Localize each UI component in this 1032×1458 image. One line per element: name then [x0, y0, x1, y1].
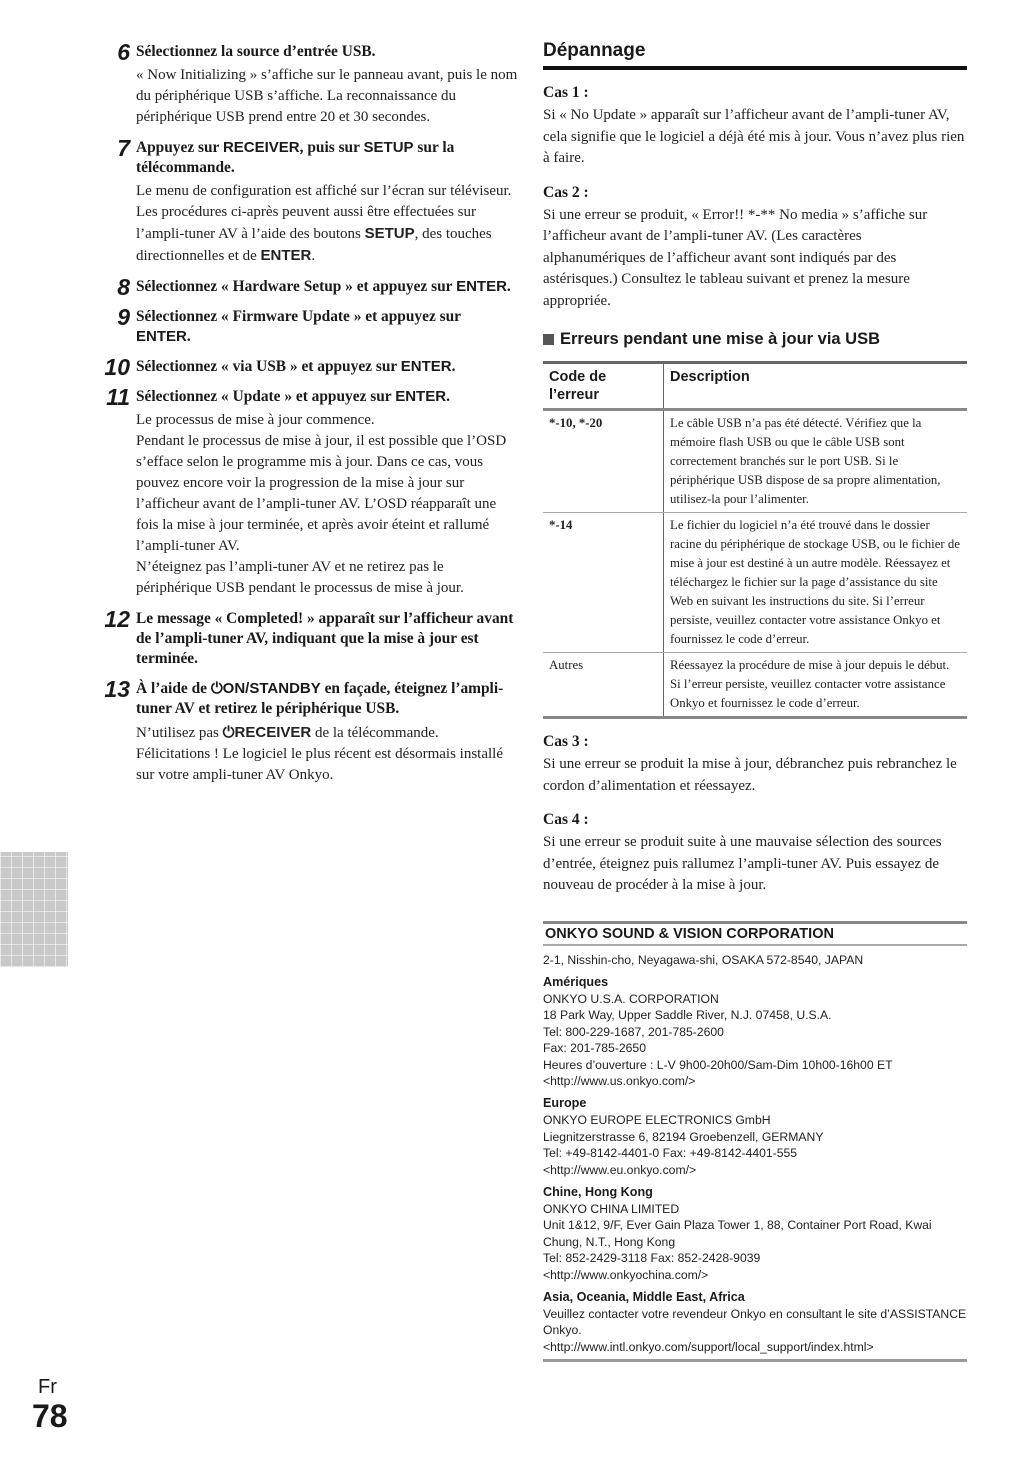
- step-text: Le menu de configuration est affiché sur l’écran sur téléviseur. Les procédures ci-après peuvent aussi être effectuées sur l’ampli-tuner AV à l’aide des boutons SETUP, des touches directionnelles et de ENTER.: [136, 183, 512, 264]
- step-text: N’utilisez pas ⏻RECEIVER de la télécommande.: [136, 724, 439, 741]
- step-title: Sélectionnez « Update » et appuyez sur ENTER.: [136, 388, 450, 405]
- step-10: [100, 354, 518, 380]
- hq-address: 2-1, Nisshin-cho, Neyagawa-shi, OSAKA 572-8540, JAPAN: [543, 952, 864, 967]
- step-number: 12: [104, 606, 130, 632]
- step-7: [100, 135, 518, 267]
- region-americas: Amériques ONKYO U.S.A. CORPORATION 18 Park Way, Upper Saddle River, N.J. 07458, U.S.A. Tel: 800-229-1687, 201-785-2600 Fax: 201-785-2650 Heures d’ouverture : L-V 9h00-20h00/Sam-Dim 10h00-16h00 ET <http://www.us.onkyo.com/>: [543, 974, 967, 1089]
- square-bullet-icon: [543, 334, 554, 345]
- errors-subheading: Erreurs pendant une mise à jour via USB: [543, 330, 967, 349]
- step-text: « Now Initializing » s’affiche sur le panneau avant, puis le nom du périphérique USB s’affiche. La reconnaissance du périphérique USB prend entre 20 et 30 secondes.: [136, 67, 518, 125]
- step-6: [100, 39, 518, 128]
- region-europe: Europe ONKYO EUROPE ELECTRONICS GmbH Liegnitzerstrasse 6, 82194 Groebenzell, GERMANY Tel: +49-8142-4401-0 Fax: +49-8142-4401-555 <http://www.eu.onkyo.com/>: [543, 1095, 967, 1178]
- case-2-text: Si une erreur se produit, « Error!! *-** No media » s’affiche sur l’afficheur avant de l’ampli-tuner AV. (Les caractères alphanumériques de l’afficheur avant sont indiqués par des astérisques.) Consultez le tableau suivant et prenez la mesure appropriée.: [543, 206, 928, 309]
- step-8: [100, 274, 518, 300]
- case-2-title: Cas 2 :: [543, 183, 589, 201]
- region-asia: Asia, Oceania, Middle East, Africa Veuillez contacter votre revendeur Onkyo en consultant le site d’ASSISTANCE Onkyo. <http://www.intl.onkyo.com/support/local_support/index.html>: [543, 1290, 967, 1354]
- language-label: Fr: [38, 1376, 57, 1398]
- page-number: 78: [32, 1398, 68, 1434]
- step-number: 8: [117, 274, 130, 300]
- table-header-row: [543, 363, 967, 410]
- step-number: 7: [117, 135, 130, 161]
- steps-column: [100, 39, 518, 796]
- step-9: [100, 304, 518, 347]
- step-text: Félicitations ! Le logiciel le plus récent est désormais installé sur votre ampli-tuner AV Onkyo.: [136, 746, 503, 783]
- case-3-title: Cas 3 :: [543, 733, 589, 750]
- error-description: Le câble USB n’a pas été détecté. Vérifiez que la mémoire flash USB ou que le câble USB sont correctement branchés sur le port USB. Si le périphérique USB dispose de sa propre alimentation, utilisez-la pour l’alimenter.: [664, 410, 968, 513]
- error-code: *-14: [543, 513, 664, 653]
- case-1-title: Cas 1 :: [543, 84, 589, 101]
- step-title: Sélectionnez « Firmware Update » et appuyez sur ENTER.: [136, 308, 461, 345]
- case-4-text: Si une erreur se produit suite à une mauvaise sélection des sources d’entrée, éteignez puis rallumez l’ampli-tuner AV. Puis essayez de nouveau de procéder à la mise à jour.: [543, 834, 942, 893]
- column-header-code: Code de l’erreur: [543, 363, 664, 410]
- region-name: Amériques: [543, 974, 609, 989]
- case-4-title: Cas 4 :: [543, 811, 589, 828]
- website-link[interactable]: <http://www.eu.onkyo.com/>: [543, 1162, 697, 1177]
- step-12: [100, 606, 518, 669]
- receiver-key-label: RECEIVER: [222, 139, 300, 156]
- troubleshooting-column: [543, 40, 967, 1362]
- step-number: 10: [104, 354, 130, 380]
- step-text: Pendant le processus de mise à jour, il est possible que l’OSD s’efface selon le programme mis à jour. Dans ce cas, vous pouvez encore voir la progression de la mise à jour sur l’afficheur avant de l’ampli-tuner AV. L’OSD réapparaît une fois la mise à jour terminée, et après avoir éteint et rallumé l’ampli-tuner AV.: [136, 433, 507, 554]
- error-table: [543, 361, 967, 719]
- error-description: Le fichier du logiciel n’a été trouvé dans le dossier racine du périphérique de stockage USB, ou le fichier de mise à jour est destiné à un autre modèle. Réessayez et téléchargez le fichier sur la page d’assistance du site Web en suivant les instructions du site. Si l’erreur persiste, veuillez contacter votre assistance Onkyo et fournissez le code d’erreur.: [664, 513, 968, 653]
- divider: [543, 1359, 967, 1362]
- table-row: [543, 653, 967, 718]
- website-link[interactable]: <http://www.intl.onkyo.com/support/local_support/index.html>: [543, 1339, 874, 1354]
- step-11: [100, 384, 518, 599]
- step-13: [100, 676, 518, 786]
- column-header-description: Description: [664, 363, 968, 410]
- step-number: 6: [117, 39, 130, 65]
- step-text: N’éteignez pas l’ampli-tuner AV et ne retirez pas le périphérique USB pendant le processus de mise à jour.: [136, 559, 464, 596]
- website-link[interactable]: <http://www.onkyochina.com/>: [543, 1267, 709, 1282]
- website-link[interactable]: <http://www.us.onkyo.com/>: [543, 1073, 696, 1088]
- step-number: 13: [104, 676, 130, 702]
- region-name: Chine, Hong Kong: [543, 1184, 653, 1199]
- table-row: [543, 410, 967, 513]
- contact-block: [543, 921, 967, 1363]
- step-title: Sélectionnez « via USB » et appuyez sur ENTER.: [136, 358, 456, 375]
- region-china: Chine, Hong Kong ONKYO CHINA LIMITED Unit 1&12, 9/F, Ever Gain Plaza Tower 1, 88, Container Port Road, Kwai Chung, N.T., Hong Kong Tel: 852-2429-3118 Fax: 852-2428-9039 <http://www.onkyochina.com/>: [543, 1184, 967, 1283]
- case-1-text: Si « No Update » apparaît sur l’afficheur avant de l’ampli-tuner AV, cela signifie que le logiciel a déjà été mis à jour. Vous n’avez plus rien à faire.: [543, 107, 965, 166]
- power-key-label: ⏻ON/STANDBY: [210, 680, 321, 697]
- step-number: 9: [117, 304, 130, 330]
- step-title: Sélectionnez « Hardware Setup » et appuyez sur ENTER.: [136, 278, 511, 295]
- case-3-text: Si une erreur se produit la mise à jour, débranchez puis rebranchez le cordon d’alimentation et réessayez.: [543, 756, 957, 794]
- step-title: À l’aide de ⏻ON/STANDBY en façade, éteignez l’ampli-tuner AV et retirez le périphérique USB.: [136, 680, 504, 717]
- corporation-name: ONKYO SOUND & VISION CORPORATION: [543, 921, 967, 946]
- section-heading: Dépannage: [543, 40, 967, 70]
- error-code: Autres: [543, 653, 664, 718]
- error-description: Réessayez la procédure de mise à jour depuis le début. Si l’erreur persiste, veuillez contacter votre assistance Onkyo et fournissez le code d’erreur.: [664, 653, 968, 718]
- section-tab-marker: [0, 852, 68, 967]
- region-name: Europe: [543, 1096, 587, 1111]
- step-number: 11: [106, 384, 130, 410]
- table-row: [543, 513, 967, 653]
- error-code: *-10, *-20: [543, 410, 664, 513]
- step-text: Le processus de mise à jour commence.: [136, 412, 375, 428]
- region-name: Asia, Oceania, Middle East, Africa: [543, 1290, 745, 1304]
- setup-key-label: SETUP: [363, 139, 414, 156]
- step-title: Le message « Completed! » apparaît sur l’afficheur avant de l’ampli-tuner AV, indiquant que la mise à jour est terminée.: [136, 610, 514, 667]
- step-title: Sélectionnez la source d’entrée USB.: [136, 43, 376, 60]
- step-title: Appuyez sur RECEIVER, puis sur SETUP sur la télécommande.: [136, 139, 455, 176]
